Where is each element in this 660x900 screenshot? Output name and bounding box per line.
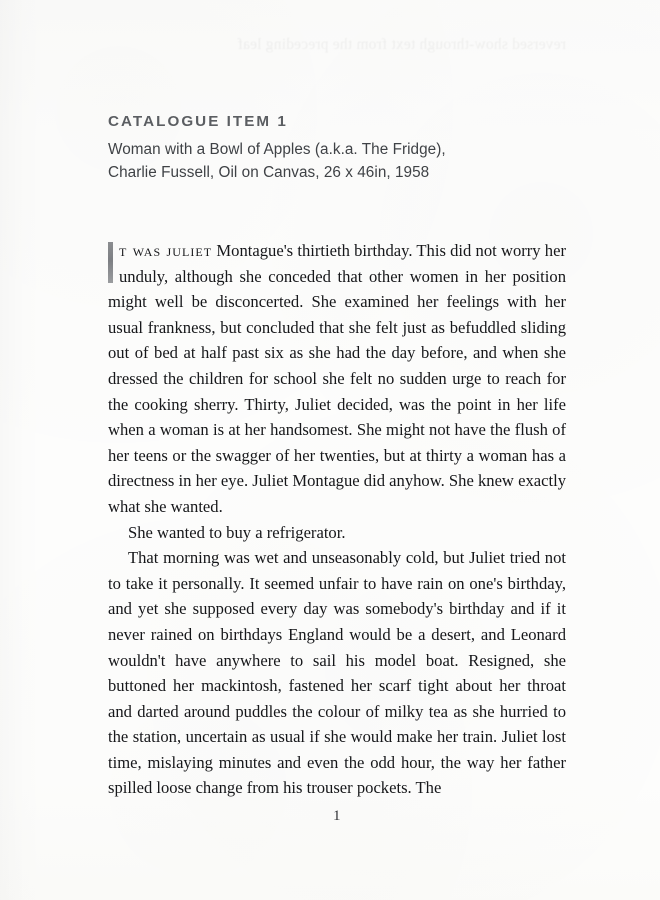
paragraph-2: She wanted to buy a refrigerator. <box>128 522 346 542</box>
body-text-block <box>108 238 566 801</box>
chapter-heading-block <box>108 112 566 184</box>
paragraph-opening-text: Montague's thirtieth birthday. This did not worry her unduly, although she conceded that other women in her position might well be disconcerted. She examined her feelings with her usual frankness, but concluded that she felt just as befuddled sliding out of bed at half past six as she had the day before, and when she dressed the children for school she felt no sudden urge to reach for the cooking sherry. Thirty, Juliet decided, was the point in her life when a woman is at her handsomest. She might not have the flush of her teens or the swagger of her twenties, but at thirty a woman has a directness in her eye. Juliet Montague did anyhow. She knew exactly what she wanted. <box>108 241 566 516</box>
artwork-credit-line: Charlie Fussell, Oil on Canvas, 26 x 46in, 1958 <box>108 163 430 181</box>
paragraph-opening <box>108 238 566 520</box>
page-number: 1 <box>333 808 341 824</box>
page-content <box>108 0 566 900</box>
paragraph-3: That morning was wet and unseasonably cold, but Juliet tried not to take it personally. It seemed unfair to have rain on one's birthday, and yet she supposed every day was somebody's birthday and if it never rained on birthdays England would be a desert, and Leonard wouldn't have anywhere to sail his model boat. Resigned, she buttoned her mackintosh, fastened her scarf tight about her throat and darted around puddles the colour of milky tea as she hurried to the station, uncertain as usual if she would make her train. Juliet lost time, mislaying minutes and even the odd hour, the way her father spilled loose change from his trouser pockets. The <box>108 548 566 798</box>
drop-cap-letter-i <box>108 242 113 283</box>
artwork-title-line: Woman with a Bowl of Apples (a.k.a. The Fridge), <box>108 141 446 158</box>
bleed-through-text: reversed show-through text from the preceding leaf <box>237 36 566 53</box>
opening-small-caps: t was juliet <box>119 241 213 260</box>
spine-shadow <box>0 0 46 900</box>
catalogue-item-label: CATALOGUE ITEM 1 <box>108 113 288 130</box>
